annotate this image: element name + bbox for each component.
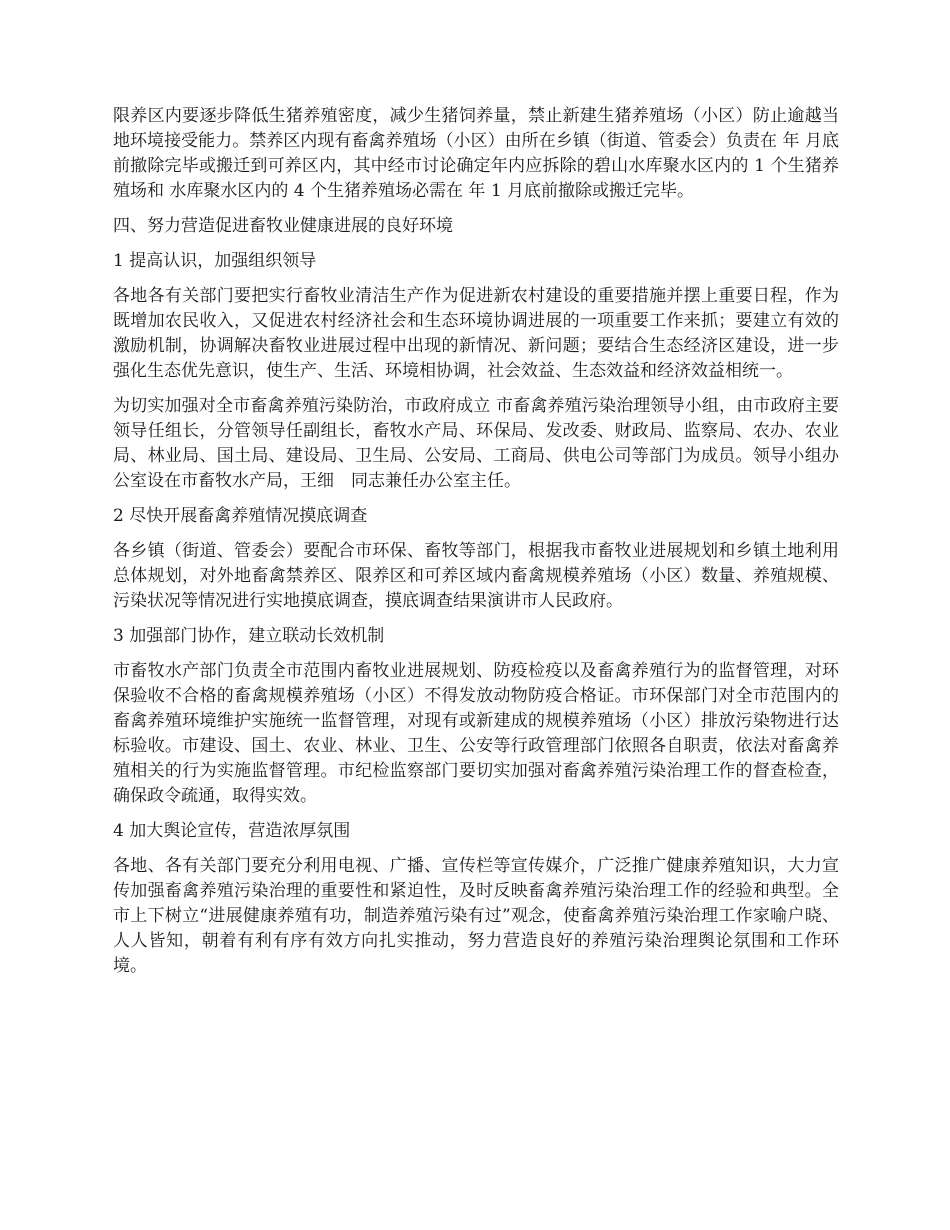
- paragraph-publicity: 各地、各有关部门要充分利用电视、广播、宣传栏等宣传媒介，广泛推广健康养殖知识，大力宣传加强畜禽养殖污染治理的重要性和紧迫性，及时反映畜禽养殖污染治理工作的经验和典型。全市上下树立“进展健康养殖有功，制造养殖污染有过”观念，使畜禽养殖污染治理工作家喻户晓、人人皆知，朝着有利有序有效方向扎实推动，努力营造良好的养殖污染治理舆论氛围和工作环境。: [113, 856, 839, 976]
- paragraph-department-coordination: 市畜牧水产部门负责全市范围内畜牧业进展规划、防疫检疫以及畜禽养殖行为的监督管理，对环保验收不合格的畜禽规模养殖场（小区）不得发放动物防疫合格证。市环保部门对全市范围内的畜禽养殖环境维护实施统一监督管理，对现有或新建成的规模养殖场（小区）排放污染物进行达标验收。市建设、国土、农业、林业、卫生、公安等行政管理部门依照各自职责，依法对畜禽养殖相关的行为实施监督管理。市纪检监察部门要切实加强对畜禽养殖污染治理工作的督查检查，确保政令疏通，取得实效。: [113, 661, 839, 806]
- subheading-2: 2 尽快开展畜禽养殖情况摸底调查: [113, 506, 368, 526]
- subheading-1: 1 提高认识，加强组织领导: [113, 251, 317, 271]
- paragraph-awareness: 各地各有关部门要把实行畜牧业清洁生产作为促进新农村建设的重要措施并摆上重要日程，作为既增加农民收入，又促进农村经济社会和生态环境协调进展的一项重要工作来抓；要建立有效的激励机制，协调解决畜牧业进展过程中出现的新情况、新问题；要结合生态经济区建设，进一步强化生态优先意识，使生产、生活、环境相协调，社会效益、生态效益和经济效益相统一。: [113, 286, 839, 381]
- subheading-3: 3 加强部门协作，建立联动长效机制: [113, 626, 385, 646]
- section-heading-four: 四、努力营造促进畜牧业健康进展的良好环境: [113, 216, 453, 236]
- subheading-4: 4 加大舆论宣传，营造浓厚氛围: [113, 821, 351, 841]
- document-page: [113, 104, 839, 989]
- paragraph-survey: 各乡镇（街道、管委会）要配合市环保、畜牧等部门，根据我市畜牧业进展规划和乡镇土地利用总体规划，对外地畜禽禁养区、限养区和可养区域内畜禽规模养殖场（小区）数量、养殖规模、污染状况等情况进行实地摸底调查，摸底调查结果演讲市人民政府。: [113, 541, 839, 611]
- paragraph-leadership-group: 为切实加强对全市畜禽养殖污染防治，市政府成立 市畜禽养殖污染治理领导小组，由市政府主要领导任组长，分管领导任副组长，畜牧水产局、环保局、发改委、财政局、监察局、农办、农业局、林业局、国土局、建设局、卫生局、公安局、工商局、供电公司等部门为成员。领导小组办公室设在市畜牧水产局，王细 同志兼任办公室主任。: [113, 396, 839, 491]
- paragraph-restricted-zone: 限养区内要逐步降低生猪养殖密度，减少生猪饲养量，禁止新建生猪养殖场（小区）防止逾越当地环境接受能力。禁养区内现有畜禽养殖场（小区）由所在乡镇（街道、管委会）负责在 年 月底前撤除完毕或搬迁到可养区内，其中经市讨论确定年内应拆除的碧山水库聚水区内的 1 个生猪养殖场和 水库聚水区内的 4 个生猪养殖场必需在 年 1 月底前撤除或搬迁完毕。: [113, 106, 839, 201]
